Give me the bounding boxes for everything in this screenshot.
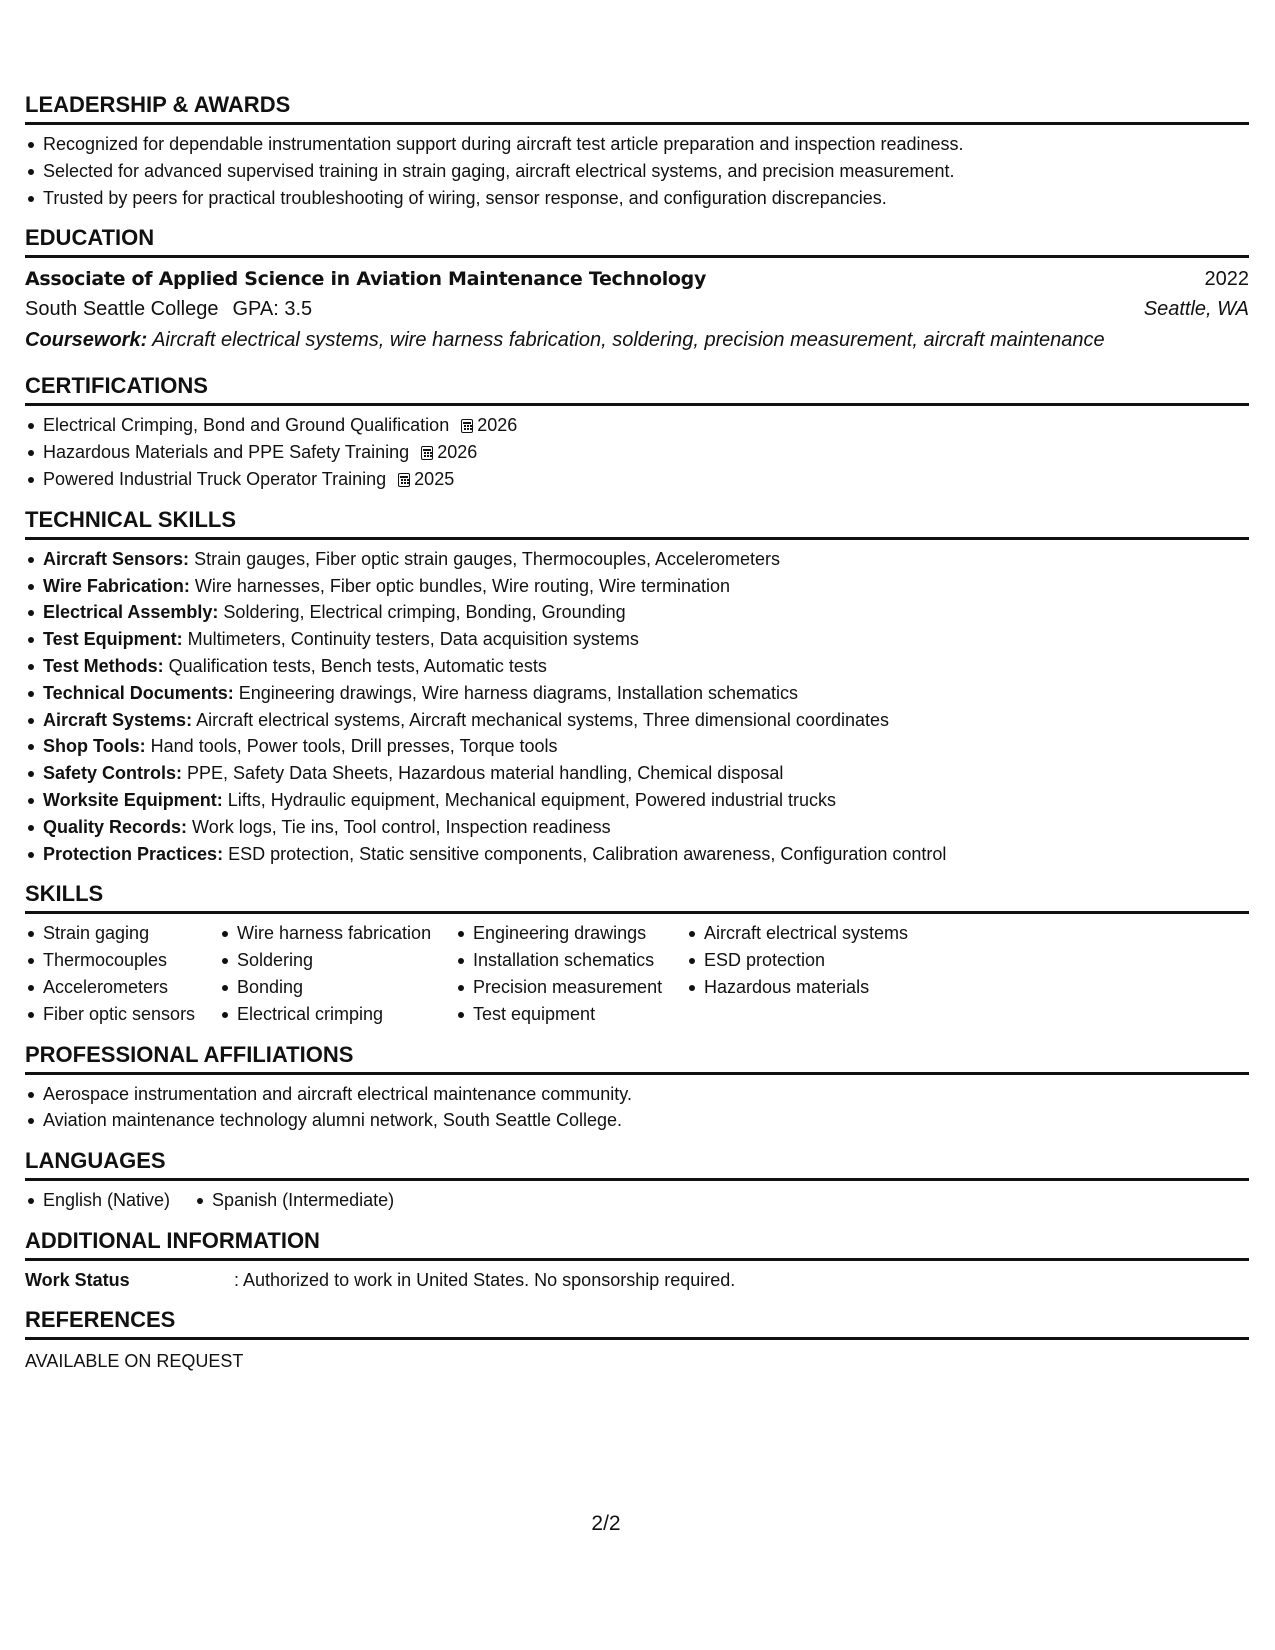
leadership-list <box>25 131 1249 211</box>
list-item: Aerospace instrumentation and aircraft electrical maintenance community. <box>25 1081 1249 1108</box>
list-item: Spanish (Intermediate) <box>194 1187 394 1214</box>
list-item: Wire harness fabrication <box>219 920 455 947</box>
list-item <box>25 653 1249 680</box>
list-item <box>25 787 1249 814</box>
skill-category: Wire Fabrication: <box>43 575 190 596</box>
list-item: Trusted by peers for practical troubleshooting of wiring, sensor response, and configuration discrepancies. <box>25 185 1249 212</box>
list-item <box>25 733 1249 760</box>
references-section <box>25 1307 1249 1374</box>
list-item: Selected for advanced supervised training in strain gaging, aircraft electrical systems, and precision measurement. <box>25 158 1249 185</box>
skill-category: Test Methods: <box>43 655 164 676</box>
list-item: Aircraft electrical systems <box>686 920 946 947</box>
skills-grid <box>25 920 1249 1027</box>
skill-category: Technical Documents: <box>43 682 234 703</box>
coursework-label: Coursework: <box>25 329 148 352</box>
degree-name: Associate of Applied Science in Aviation Maintenance Technology <box>25 268 707 291</box>
skill-values: Multimeters, Continuity testers, Data acquisition systems <box>182 629 639 650</box>
skill-values: Aircraft electrical systems, Aircraft mechanical systems, Three dimensional coordinates <box>192 709 889 730</box>
certifications-list <box>25 412 1249 492</box>
list-item: English (Native) <box>25 1187 170 1214</box>
leadership-section <box>25 92 1249 225</box>
section-title-affiliations: PROFESSIONAL AFFILIATIONS <box>25 1042 1249 1075</box>
list-item <box>25 412 1249 439</box>
skill-category: Aircraft Sensors: <box>43 548 190 569</box>
technical-skills-section <box>25 507 1249 882</box>
section-title-leadership: LEADERSHIP & AWARDS <box>25 92 1249 125</box>
list-item <box>25 707 1249 734</box>
skill-category: Electrical Assembly: <box>43 602 219 623</box>
list-item: Strain gaging <box>25 920 219 947</box>
cert-name: Hazardous Materials and PPE Safety Training <box>43 442 410 463</box>
section-title-certifications: CERTIFICATIONS <box>25 373 1249 406</box>
skill-values: Qualification tests, Bench tests, Automatic tests <box>163 655 547 676</box>
list-item <box>25 814 1249 841</box>
skills-section <box>25 881 1249 1041</box>
languages-section <box>25 1148 1249 1228</box>
work-status-row <box>25 1267 1249 1293</box>
skill-category: Protection Practices: <box>43 843 224 864</box>
section-title-skills: SKILLS <box>25 881 1249 914</box>
work-status-value: : Authorized to work in United States. No sponsorship required. <box>234 1269 736 1290</box>
list-item: Thermocouples <box>25 947 219 974</box>
skill-values: Wire harnesses, Fiber optic bundles, Wire routing, Wire termination <box>189 575 731 596</box>
skill-values: Strain gauges, Fiber optic strain gauges, Thermocouples, Accelerometers <box>189 548 781 569</box>
coursework-text: Aircraft electrical systems, wire harness fabrication, soldering, precision measurement, aircraft maintenance <box>147 329 1105 352</box>
list-item <box>25 760 1249 787</box>
list-item: Bonding <box>219 974 455 1001</box>
skill-category: Quality Records: <box>43 816 188 837</box>
skill-category: Safety Controls: <box>43 763 183 784</box>
list-item <box>25 439 1249 466</box>
skills-column <box>219 920 455 1027</box>
section-title-references: REFERENCES <box>25 1307 1249 1340</box>
section-title-technical-skills: TECHNICAL SKILLS <box>25 507 1249 540</box>
list-item: Recognized for dependable instrumentation support during aircraft test article preparation and inspection readiness. <box>25 131 1249 158</box>
skill-category: Shop Tools: <box>43 736 146 757</box>
list-item: Hazardous materials <box>686 974 946 1001</box>
skill-values: ESD protection, Static sensitive components, Calibration awareness, Configuration control <box>223 843 947 864</box>
list-item: ESD protection <box>686 947 946 974</box>
list-item: Engineering drawings <box>455 920 686 947</box>
work-status-label: Work Status <box>25 1269 130 1290</box>
gpa: GPA: 3.5 <box>232 298 313 321</box>
list-item <box>25 573 1249 600</box>
list-item <box>25 466 1249 493</box>
list-item <box>25 546 1249 573</box>
list-item: Fiber optic sensors <box>25 1001 219 1028</box>
skills-column <box>25 920 219 1027</box>
cert-year: 2025 <box>414 468 455 489</box>
list-item: Soldering <box>219 947 455 974</box>
cert-name: Powered Industrial Truck Operator Training <box>43 468 387 489</box>
skill-values: PPE, Safety Data Sheets, Hazardous material handling, Chemical disposal <box>182 763 784 784</box>
list-item <box>25 626 1249 653</box>
list-item: Precision measurement <box>455 974 686 1001</box>
calendar-icon <box>421 446 433 460</box>
list-item <box>25 841 1249 868</box>
affiliations-section <box>25 1042 1249 1149</box>
references-text: AVAILABLE ON REQUEST <box>25 1350 244 1371</box>
list-item: Installation schematics <box>455 947 686 974</box>
education-section <box>25 225 1249 373</box>
list-item: Test equipment <box>455 1001 686 1028</box>
cert-year: 2026 <box>437 442 478 463</box>
cert-year: 2026 <box>477 415 518 436</box>
skill-category: Aircraft Systems: <box>43 709 193 730</box>
additional-info-section <box>25 1228 1249 1307</box>
affiliations-list <box>25 1081 1249 1135</box>
skill-values: Soldering, Electrical crimping, Bonding, Grounding <box>218 602 626 623</box>
list-item <box>25 599 1249 626</box>
section-title-education: EDUCATION <box>25 225 1249 258</box>
section-title-additional-info: ADDITIONAL INFORMATION <box>25 1228 1249 1261</box>
skill-values: Work logs, Tie ins, Tool control, Inspection readiness <box>187 816 611 837</box>
skill-category: Worksite Equipment: <box>43 789 223 810</box>
languages-list <box>25 1187 1249 1214</box>
list-item: Accelerometers <box>25 974 219 1001</box>
list-item <box>25 680 1249 707</box>
skill-values: Engineering drawings, Wire harness diagrams, Installation schematics <box>233 682 798 703</box>
calendar-icon <box>398 473 410 487</box>
section-title-languages: LANGUAGES <box>25 1148 1249 1181</box>
page-number: 2/2 <box>591 1512 621 1535</box>
list-item: Aviation maintenance technology alumni network, South Seattle College. <box>25 1107 1249 1134</box>
school-location: Seattle, WA <box>1143 298 1249 321</box>
list-item: Electrical crimping <box>219 1001 455 1028</box>
calendar-icon <box>461 419 473 433</box>
resume-page <box>25 92 1249 1374</box>
education-entry <box>25 264 1249 355</box>
certifications-section <box>25 373 1249 506</box>
skill-values: Hand tools, Power tools, Drill presses, Torque tools <box>145 736 558 757</box>
graduation-year: 2022 <box>1204 268 1249 291</box>
skill-values: Lifts, Hydraulic equipment, Mechanical equipment, Powered industrial trucks <box>222 789 836 810</box>
school-name: South Seattle College <box>25 298 219 321</box>
skills-column <box>686 920 946 1027</box>
cert-name: Electrical Crimping, Bond and Ground Qualification <box>43 415 450 436</box>
coursework <box>25 325 1249 355</box>
skill-category: Test Equipment: <box>43 629 183 650</box>
skills-column <box>455 920 686 1027</box>
technical-skills-list <box>25 546 1249 868</box>
